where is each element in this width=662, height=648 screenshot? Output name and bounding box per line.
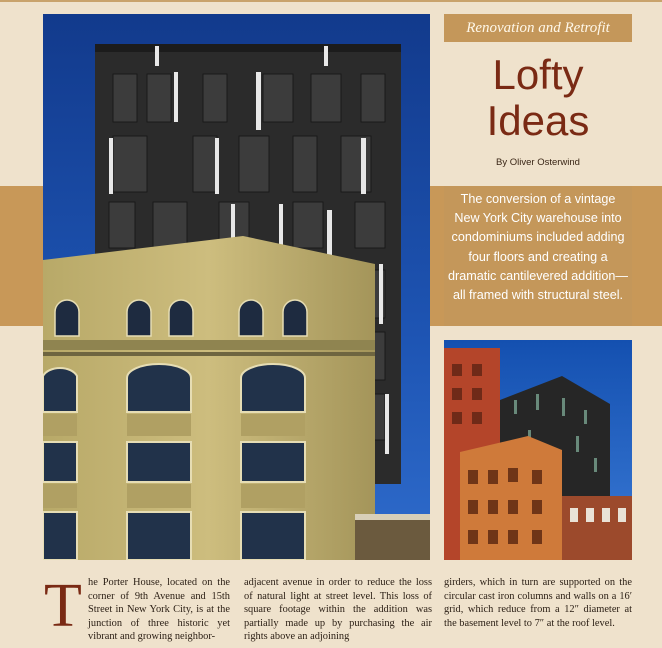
article-title (444, 52, 632, 144)
title-line-2: Ideas (486, 97, 590, 144)
section-kicker (444, 14, 632, 42)
title-line-1: Lofty (492, 51, 584, 98)
kicker-text: Renovation and Retrofit (466, 19, 610, 36)
main-building-photo (43, 14, 430, 560)
side-building-photo (444, 340, 632, 560)
drop-cap: T (44, 572, 82, 640)
body-column-3: girders, which in turn are supported on the circular cast iron columns and walls on a 16′ grid, which reduce from a 12″ diameter at the basement level to 7″ at the roof level. (444, 577, 632, 629)
byline: By Oliver Osterwind (496, 157, 580, 168)
dek-panel (444, 186, 632, 326)
body-column-1: he Porter House, located on the corner of 9th Avenue and 15th Street in New York City, is at the junction of three historic yet vibrant and growing neighbor- (88, 577, 230, 643)
dek-text: The conversion of a vintage New York City warehouse into condominiums included adding four floors and creating a dramatic cantilevered addition—all framed with structural steel. (448, 192, 628, 303)
top-rule (0, 0, 662, 2)
body-column-2: adjacent avenue in order to reduce the loss of natural light at street level. This loss of square footage within the addition was partially made up by purchasing the air rights above an adjoining (244, 577, 432, 643)
